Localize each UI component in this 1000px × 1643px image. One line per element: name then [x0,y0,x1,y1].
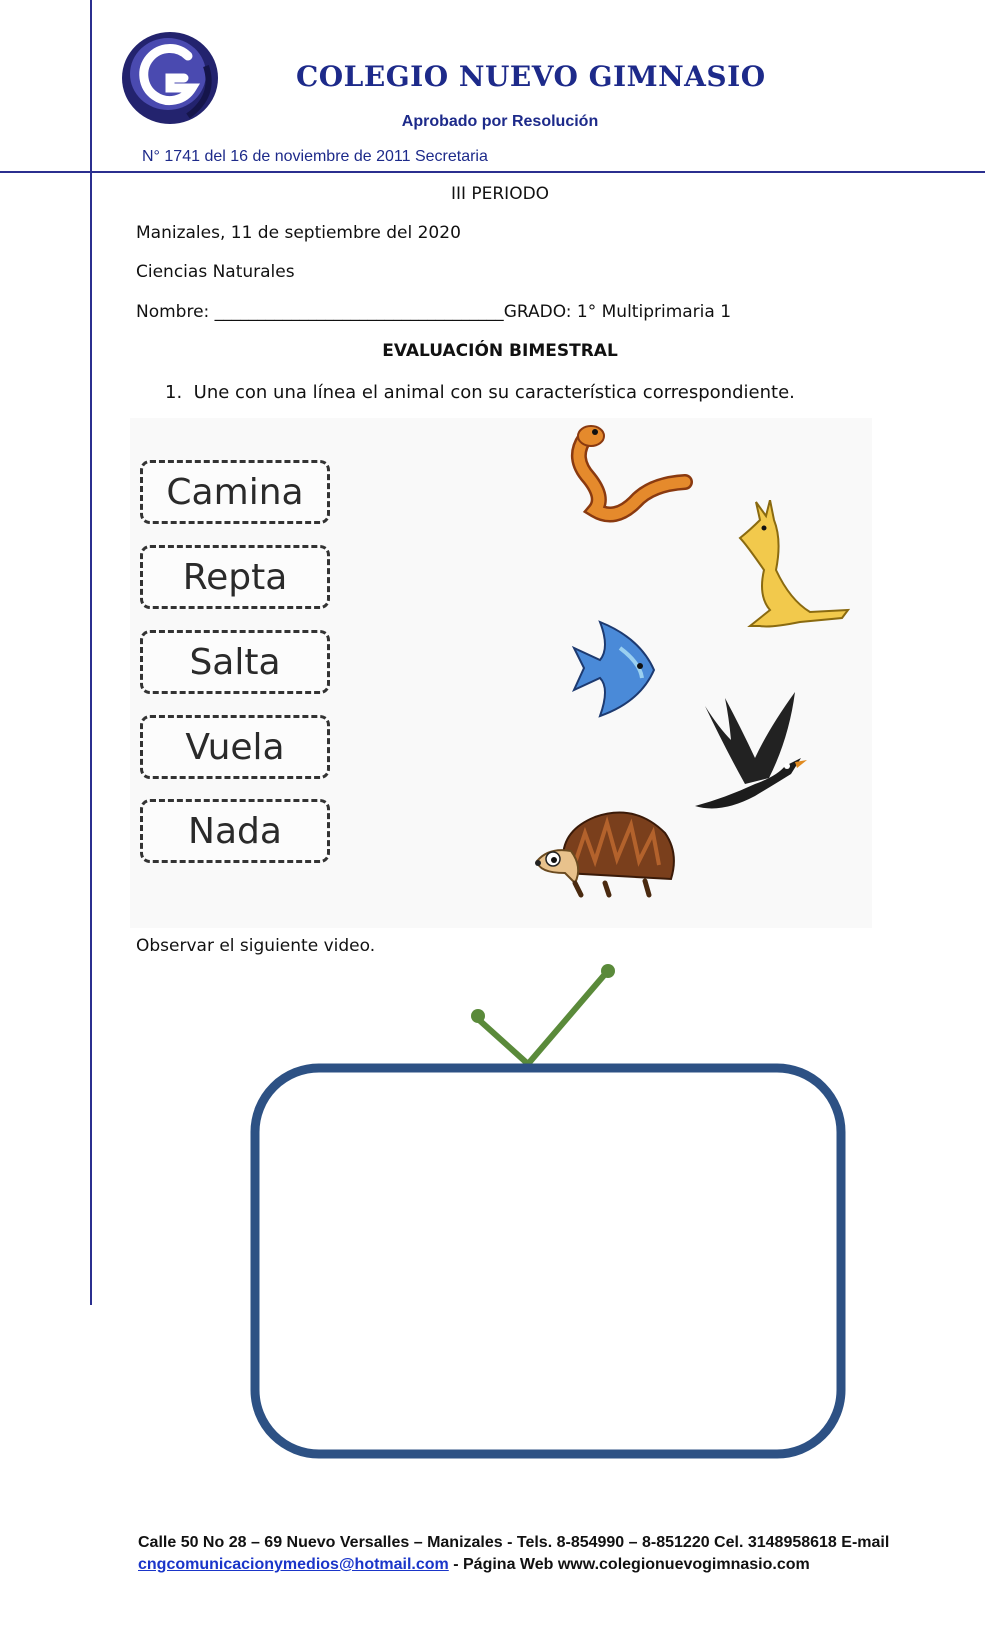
resolution-text: N° 1741 del 16 de noviembre de 2011 Secretaria [142,148,488,165]
antenna-left [478,1019,528,1064]
hedgehog-icon[interactable] [535,803,680,898]
grade-label: GRADO: 1° Multiprimaria 1 [503,302,732,322]
name-field[interactable] [136,302,731,322]
word-vuela[interactable]: Vuela [140,715,330,779]
antenna-right [528,973,606,1064]
date-line: Manizales, 11 de septiembre del 2020 [136,223,461,243]
name-label: Nombre: __________________________________ [136,302,504,322]
footer-email-link[interactable]: cngcomunicacionymedios@hotmail.com [138,1556,449,1573]
bird-icon[interactable] [685,688,810,818]
school-name: COLEGIO NUEVO GIMNASIO [296,60,766,93]
period-label: III PERIODO [450,184,550,204]
antenna-left-tip [471,1009,485,1023]
approval-text: Aprobado por Resolución [401,113,599,130]
question-1 [165,382,795,403]
kangaroo-icon[interactable] [730,500,850,635]
snake-icon[interactable] [565,418,695,528]
footer-address: Calle 50 No 28 – 69 Nuevo Versalles – Manizales - Tels. 8-854990 – 8-851220 Cel. 3148958618 E-mail [138,1534,890,1551]
antenna-right-tip [601,964,615,978]
word-repta[interactable]: Repta [140,545,330,609]
word-nada[interactable]: Nada [140,799,330,863]
matching-exercise [130,418,872,928]
subject-line: Ciencias Naturales [136,262,295,282]
header-rule [0,171,985,173]
fish-icon[interactable] [570,618,665,718]
video-instruction: Observar el siguiente video. [136,936,376,956]
video-frame[interactable] [0,960,1000,1470]
exam-title: EVALUACIÓN BIMESTRAL [382,341,618,361]
word-salta[interactable]: Salta [140,630,330,694]
question-number: 1. [165,382,183,403]
tv-screen[interactable] [255,1068,841,1454]
word-camina[interactable]: Camina [140,460,330,524]
footer-web: - Página Web www.colegionuevogimnasio.com [448,1556,810,1573]
footer-contact [138,1556,898,1574]
question-text: Une con una línea el animal con su característica correspondiente. [193,382,795,403]
